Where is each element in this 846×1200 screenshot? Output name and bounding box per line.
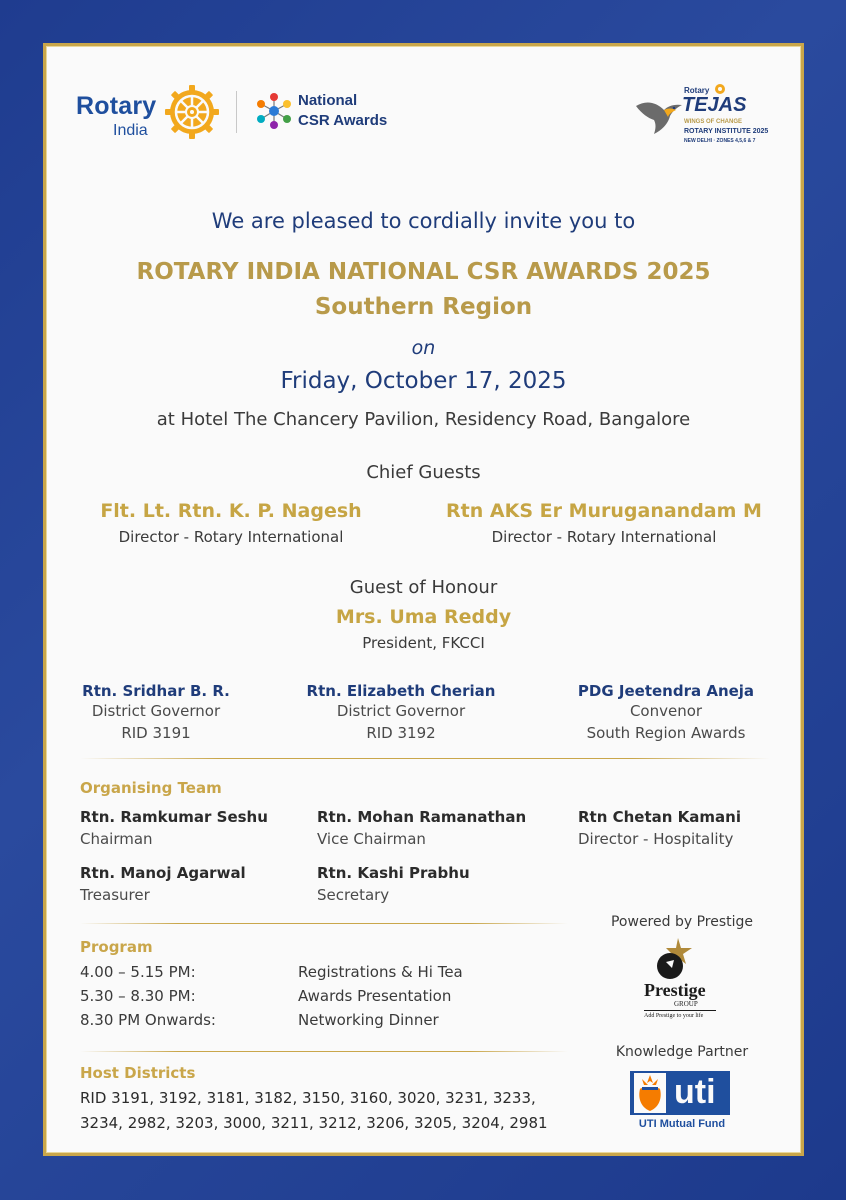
organising-heading: Organising Team (80, 779, 222, 797)
tejas-tagline: WINGS OF CHANGE (684, 119, 742, 125)
eagle-icon (634, 96, 684, 138)
organiser-chairman (80, 808, 268, 848)
chief-guest-2-role: Director - Rotary International (491, 528, 717, 546)
chief-guest-2-name: Rtn AKS Er Muruganandam M (446, 500, 762, 522)
organiser-chairman-role: Chairman (80, 830, 153, 848)
organiser-secretary-role: Secretary (317, 886, 390, 904)
organiser-treasurer (80, 864, 246, 904)
organiser-treasurer-name: Rtn. Manoj Agarwal (80, 864, 246, 882)
chief-guests-heading: Chief Guests (366, 462, 481, 483)
powered-by-label: Powered by Prestige (610, 914, 754, 930)
guest-of-honour-heading: Guest of Honour (349, 577, 498, 598)
event-venue: at Hotel The Chancery Pavilion, Residency Road, Bangalore (156, 409, 691, 430)
knowledge-partner-label: Knowledge Partner (615, 1044, 749, 1060)
governor-1-name: Rtn. Sridhar B. R. (82, 682, 230, 700)
event-on: on (411, 337, 436, 359)
program-heading: Program (80, 938, 153, 956)
governor-2-line2: RID 3192 (366, 724, 436, 742)
convenor-line2: South Region Awards (586, 724, 746, 742)
program-time: 4.00 – 5.15 PM: (80, 963, 196, 981)
governor-2-name: Rtn. Elizabeth Cherian (306, 682, 496, 700)
invitation-card (43, 43, 804, 1156)
organiser-vice-chairman (317, 808, 526, 848)
host-line1: RID 3191, 3192, 3181, 3182, 3150, 3160, 3020, 3231, 3233, (80, 1089, 536, 1107)
organiser-vice-chairman-name: Rtn. Mohan Ramanathan (317, 808, 527, 826)
organiser-hospitality-role: Director - Hospitality (578, 830, 734, 848)
host-heading: Host Districts (80, 1064, 196, 1082)
divider-governors (80, 758, 770, 759)
host-line2: 3234, 2982, 3203, 3000, 3211, 3212, 3206, 3205, 3204, 2981 (80, 1114, 548, 1132)
organiser-treasurer-role: Treasurer (80, 886, 150, 904)
convenor-name: PDG Jeetendra Aneja (577, 682, 755, 700)
rotary-sub-wordmark: India (113, 122, 148, 139)
program-event: Registrations & Hi Tea (298, 963, 463, 981)
program-row (80, 984, 540, 1008)
prestige-group: GROUP (674, 1000, 698, 1008)
program-time: 5.30 – 8.30 PM: (80, 987, 196, 1005)
rotary-india-logo (76, 84, 226, 144)
organiser-secretary (317, 864, 470, 904)
tejas-title: TEJAS (682, 94, 747, 116)
uti-pot-icon (634, 1073, 666, 1113)
program-list (80, 960, 540, 1032)
logo-divider (236, 91, 237, 133)
convenor-line1: Convenor (629, 702, 703, 720)
organiser-hospitality (578, 808, 741, 848)
guest-of-honour-name: Mrs. Uma Reddy (335, 606, 512, 628)
event-title: ROTARY INDIA NATIONAL CSR AWARDS 2025 (136, 259, 711, 285)
event-region: Southern Region (314, 294, 533, 320)
program-row (80, 1008, 540, 1032)
organiser-chairman-name: Rtn. Ramkumar Seshu (80, 808, 268, 826)
organiser-vice-chairman-role: Vice Chairman (317, 830, 426, 848)
chief-guest-1-name: Flt. Lt. Rtn. K. P. Nagesh (100, 500, 362, 522)
csr-line1: National (298, 92, 358, 109)
guest-of-honour-role: President, FKCCI (362, 634, 485, 652)
governor-2-line1: District Governor (336, 702, 466, 720)
governor-1 (56, 682, 256, 744)
tejas-logo (634, 82, 774, 152)
program-row (80, 960, 540, 984)
national-csr-awards-logo (254, 89, 404, 137)
rotary-wheel-icon (164, 84, 220, 140)
prestige-star-icon (652, 938, 692, 982)
prestige-underline (644, 1010, 716, 1011)
csr-network-icon (254, 91, 294, 131)
program-event: Awards Presentation (298, 987, 452, 1005)
prestige-tagline: Add Prestige to your life (644, 1013, 704, 1019)
divider-organising (80, 923, 568, 924)
tejas-event: ROTARY INSTITUTE 2025 (684, 128, 769, 135)
governor-2 (286, 682, 516, 744)
prestige-wordmark: Prestige (644, 980, 706, 1000)
program-event: Networking Dinner (298, 1011, 439, 1029)
divider-program (80, 1051, 568, 1052)
tejas-location: NEW DELHI · ZONES 4,5,6 & 7 (684, 138, 756, 144)
governor-1-line1: District Governor (91, 702, 221, 720)
tejas-rotary-label: Rotary (684, 86, 710, 95)
chief-guest-1-role: Director - Rotary International (118, 528, 344, 546)
uti-fullname: UTI Mutual Fund (638, 1118, 726, 1130)
uti-wordmark: uti (674, 1073, 716, 1111)
organiser-secretary-name: Rtn. Kashi Prabhu (317, 864, 470, 882)
prestige-logo (636, 938, 726, 1030)
program-time: 8.30 PM Onwards: (80, 1011, 216, 1029)
invite-intro: We are pleased to cordially invite you to (211, 209, 636, 233)
convenor (556, 682, 776, 744)
event-date: Friday, October 17, 2025 (280, 368, 567, 394)
organiser-hospitality-name: Rtn Chetan Kamani (578, 808, 741, 826)
uti-logo (630, 1071, 734, 1135)
rotary-wordmark: Rotary (76, 92, 157, 120)
csr-line2: CSR Awards (298, 112, 388, 129)
governor-1-line2: RID 3191 (121, 724, 191, 742)
